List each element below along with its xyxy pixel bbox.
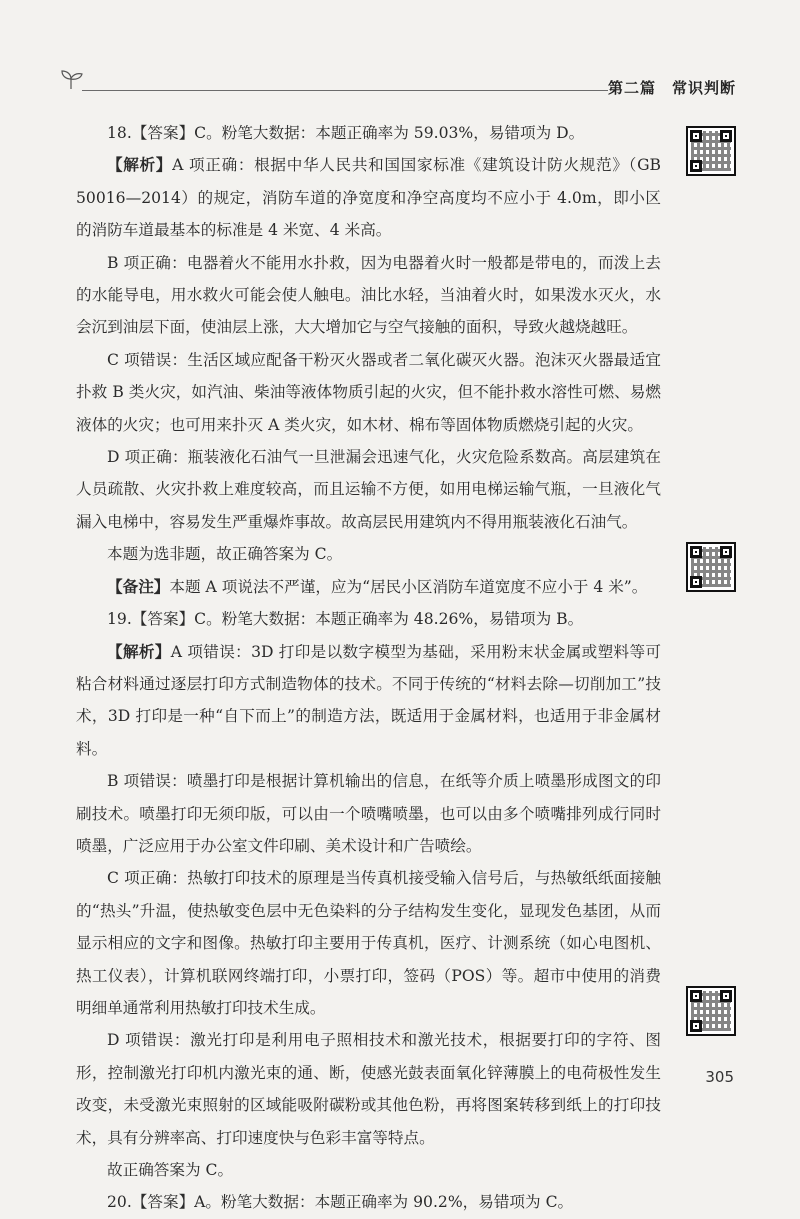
paragraph: D 项错误：激光打印是利用电子照相技术和激光技术，根据要打印的字符、图形，控制激光打印机内激光束的通、断，使感光鼓表面氧化锌薄膜上的电荷极性发生改变，未受激光束照射的区域能吸附碳粉或其他色粉，再将图案转移到纸上的打印技术，具有分辨率高、打印速度快与色彩丰富等特点。 xyxy=(76,1031,661,1147)
paragraph: 【备注】本题 A 项说法不严谨，应为“居民小区消防车道宽度不应小于 4 米”。 xyxy=(107,576,648,596)
qr-code-icon[interactable] xyxy=(686,126,736,176)
answer-body xyxy=(76,117,661,1219)
qr-code-icon[interactable] xyxy=(686,986,736,1036)
page-number: 305 xyxy=(705,1068,734,1086)
paragraph: 故正确答案为 C。 xyxy=(107,1161,234,1179)
sprout-icon xyxy=(60,68,84,90)
page-header xyxy=(60,68,736,98)
paragraph: 【解析】A 项正确：根据中华人民共和国国家标准《建筑设计防火规范》（GB 50016—2014）的规定，消防车道的净宽度和净空高度均不应小于 4.0m，即小区的消防车道最基本的标准是 4 米宽、4 米高。 xyxy=(76,155,661,240)
header-rule xyxy=(82,90,608,91)
paragraph: 【解析】A 项错误：3D 打印是以数字模型为基础，采用粉末状金属或塑料等可粘合材料通过逐层打印方式制造物体的技术。不同于传统的“材料去除—切削加工”技术，3D 打印是一种“自下而上”的制造方法，既适用于金属材料，也适用于非金属材料。 xyxy=(76,641,661,758)
paragraph: B 项正确：电器着火不能用水扑救，因为电器着火时一般都是带电的，而泼上去的水能导电，用水救火可能会使人触电。油比水轻，当油着火时，如果泼水灭火，水会沉到油层下面，使油层上涨，大大增加它与空气接触的面积，导致火越烧越旺。 xyxy=(76,253,661,337)
paragraph: 18.【答案】C。粉笔大数据：本题正确率为 59.03%，易错项为 D。 xyxy=(107,124,585,142)
qr-code-icon[interactable] xyxy=(686,542,736,592)
paragraph: 20.【答案】A。粉笔大数据：本题正确率为 90.2%，易错项为 C。 xyxy=(107,1193,574,1212)
paragraph: B 项错误：喷墨打印是根据计算机输出的信息，在纸等介质上喷墨形成图文的印刷技术。喷墨打印无须印版，可以由一个喷嘴喷墨，也可以由多个喷嘴排列成行同时喷墨，广泛应用于办公室文件印刷、美术设计和广告喷绘。 xyxy=(76,772,661,855)
paragraph: 本题为选非题，故正确答案为 C。 xyxy=(107,545,343,564)
paragraph: C 项正确：热敏打印技术的原理是当传真机接受输入信号后，与热敏纸纸面接触的“热头”升温，使热敏变色层中无色染料的分子结构发生变化，显现发色基团，从而显示相应的文字和图像。热敏打印主要用于传真机，医疗、计测系统（如心电图机、热工仪表），计算机联网终端打印，小票打印，签码（POS）等。超市中使用的消费明细单通常利用热敏打印技术生成。 xyxy=(76,869,661,1017)
chapter-title: 第二篇 常识判断 xyxy=(607,79,736,97)
paragraph: D 项正确：瓶装液化石油气一旦泄漏会迅速气化，火灾危险系数高。高层建筑在人员疏散、火灾扑救上难度较高，而且运输不方便，如用电梯运输气瓶，一旦液化气漏入电梯中，容易发生严重爆炸事故。故高层民用建筑内不得用瓶装液化石油气。 xyxy=(76,448,661,531)
paragraph: C 项错误：生活区域应配备干粉灭火器或者二氧化碳灭火器。泡沫灭火器最适宜扑救 B 类火灾，如汽油、柴油等液体物质引起的火灾，但不能扑救水溶性可燃、易燃液体的火灾；也可用来扑灭 A 类火灾，如木材、棉布等固体物质燃烧引起的火灾。 xyxy=(76,350,661,434)
paragraph: 19.【答案】C。粉笔大数据：本题正确率为 48.26%，易错项为 B。 xyxy=(107,610,584,629)
